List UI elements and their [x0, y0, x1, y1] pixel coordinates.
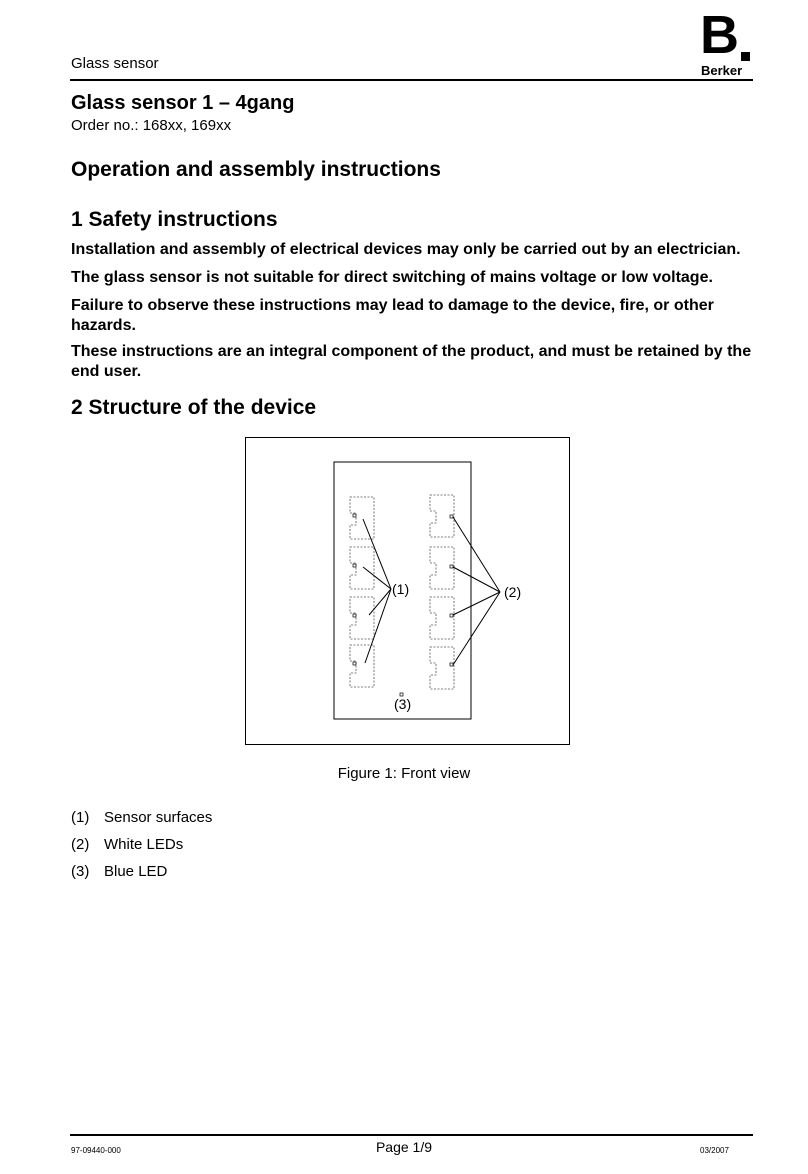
callout-line: [453, 517, 500, 592]
main-heading: Operation and assembly instructions: [71, 158, 441, 181]
led-marker: [353, 514, 356, 517]
sensor-surface: [350, 497, 374, 539]
legend-number: (3): [71, 863, 90, 880]
section-heading-safety: 1 Safety instructions: [71, 208, 278, 231]
running-header-title: Glass sensor: [71, 55, 159, 72]
footer-page-number: Page 1/9: [375, 1139, 433, 1155]
legend-item: [71, 809, 212, 826]
sensor-surface: [350, 645, 374, 687]
sensor-surface: [430, 597, 454, 639]
sensor-surface: [430, 647, 454, 689]
legend-number: (1): [71, 809, 90, 826]
legend-item: [71, 863, 167, 880]
callout-line: [369, 589, 391, 615]
order-number: Order no.: 168xx, 169xx: [71, 117, 232, 134]
legend-label: Blue LED: [104, 863, 168, 880]
logo-dot: [741, 52, 750, 61]
header-divider: [70, 79, 753, 81]
white-led: [450, 663, 453, 666]
berker-logo: [697, 5, 757, 78]
front-view-drawing: [245, 437, 570, 745]
led-marker: [353, 662, 356, 665]
footer-date: 03/2007: [700, 1146, 729, 1155]
callout-label-1: (1): [392, 581, 410, 597]
callout-line: [453, 567, 500, 592]
document-title: Glass sensor 1 – 4gang: [71, 92, 295, 114]
callout-label-3: (3): [394, 696, 412, 712]
sensor-surface: [350, 597, 374, 639]
legend-label: Sensor surfaces: [104, 809, 213, 826]
white-led: [450, 515, 453, 518]
legend-label: White LEDs: [104, 836, 184, 853]
legend-number: (2): [71, 836, 90, 853]
white-led: [450, 565, 453, 568]
section-heading-structure: 2 Structure of the device: [71, 396, 317, 419]
white-led: [450, 614, 453, 617]
logo-brand: Berker: [701, 63, 743, 78]
figure-caption: Figure 1: Front view: [337, 765, 471, 782]
sensor-surface: [350, 547, 374, 589]
callout-label-2: (2): [504, 584, 522, 600]
led-marker: [353, 614, 356, 617]
safety-paragraph: Failure to observe these instructions may lead to damage to the device, fire, or other hazards.: [71, 297, 714, 334]
footer-divider: [70, 1134, 753, 1136]
led-marker: [353, 564, 356, 567]
callout-line: [365, 589, 391, 663]
logo-letter: B: [700, 5, 737, 65]
safety-paragraph: These instructions are an integral component of the product, and must be retained by the end user.: [71, 343, 752, 380]
legend-item: [71, 836, 183, 853]
safety-paragraph: The glass sensor is not suitable for direct switching of mains voltage or low voltage.: [71, 269, 713, 286]
safety-paragraph: Installation and assembly of electrical devices may only be carried out by an electrician.: [71, 241, 741, 258]
footer-doc-number: 97-09440-000: [71, 1146, 121, 1155]
